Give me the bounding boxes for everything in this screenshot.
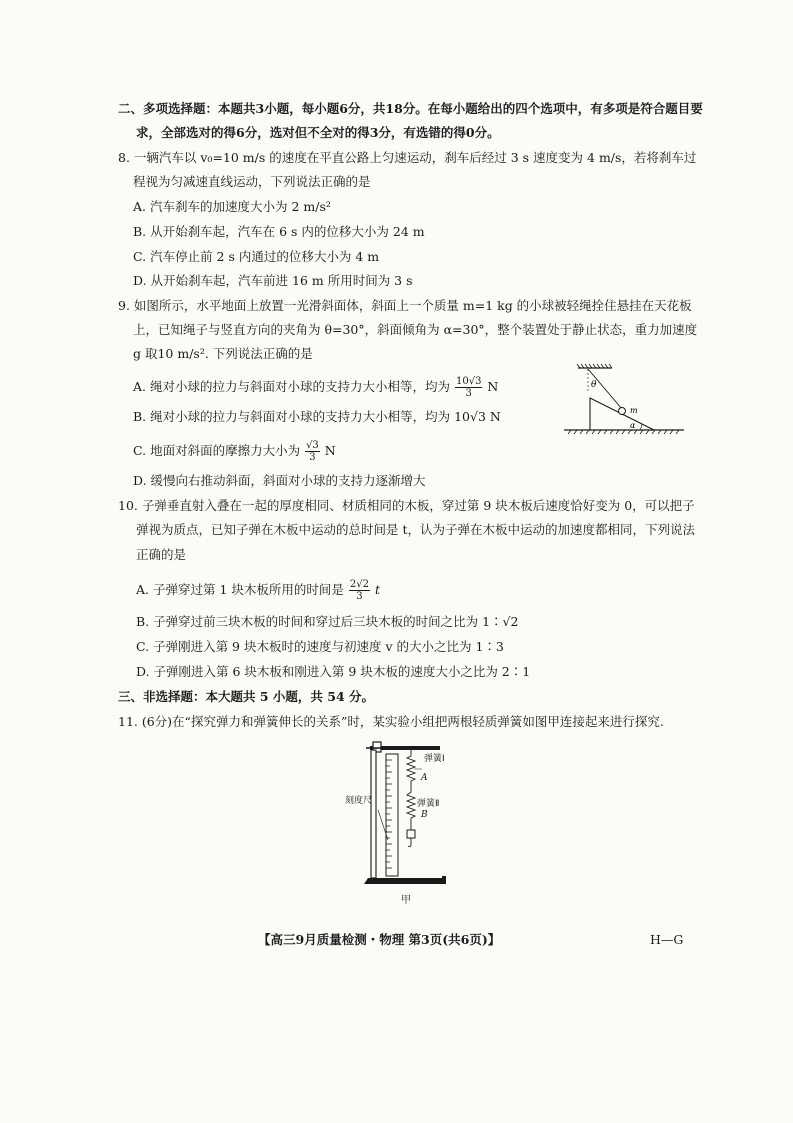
spring-2-label: 弹簧Ⅱ (417, 799, 440, 809)
question-11-stem: 11. (6分)在“探究弹力和弹簧伸长的关系”时，某实验小组把两根轻质弹簧如图甲连接起来进行探究. (118, 714, 664, 729)
question-9-stem-line-3: g 取10 m/s². 下列说法正确的是 (133, 346, 313, 361)
ceiling-hatch (577, 364, 612, 368)
fraction-denominator: 3 (465, 388, 472, 399)
spring-2 (407, 784, 415, 822)
question-8-option-b: B. 从开始刹车起，汽车在 6 s 内的位移大小为 24 m (133, 224, 425, 239)
fraction-denominator: 3 (309, 452, 316, 463)
question-8-option-a: A. 汽车刹车的加速度大小为 2 m/s² (133, 199, 331, 214)
question-10-option-a (136, 579, 380, 602)
question-10-option-d: D. 子弹刚进入第 6 块木板和刚进入第 9 块木板的速度大小之比为 2∶1 (136, 664, 531, 679)
question-9-stem-line-1: 9. 如图所示，水平地面上放置一光滑斜面体，斜面上一个质量 m=1 kg 的小球被轻绳拴住悬挂在天花板 (118, 298, 692, 313)
option-a-suffix: t (374, 582, 380, 597)
question-9-option-c (133, 440, 336, 463)
question-9-incline-figure (560, 362, 690, 438)
stand-pole (371, 750, 376, 878)
point-a-label: A (421, 773, 428, 783)
section-2-heading-line-1: 二、多项选择题：本题共3小题，每小题6分，共18分。在每小题给出的四个选项中，有多项是符合题目要 (118, 101, 703, 116)
question-9-option-d: D. 缓慢向右推动斜面，斜面对小球的支持力逐渐增大 (133, 473, 426, 488)
option-c-unit: N (324, 443, 336, 458)
theta-label: θ (591, 380, 597, 390)
question-10-option-c: C. 子弹刚进入第 9 块木板时的速度与初速度 v 的大小之比为 1∶3 (136, 639, 504, 654)
ruler-label: 刻度尺 (345, 796, 373, 806)
spring-1-label: 弹簧Ⅰ (424, 754, 445, 764)
ground-hatch (564, 430, 684, 434)
section-3-heading: 三、非选择题：本大题共 5 小题，共 54 分。 (118, 689, 375, 704)
question-10-stem-line-3: 正确的是 (136, 547, 187, 562)
option-c-text: C. 地面对斜面的摩擦力大小为 (133, 443, 301, 458)
page-code: H—G (650, 932, 684, 947)
base-foot (442, 876, 446, 884)
hanging-weight (407, 830, 415, 838)
fraction-denominator: 3 (356, 591, 363, 602)
fraction-numerator: 2√2 (349, 579, 369, 590)
ruler (386, 754, 398, 876)
option-a-text: A. 子弹穿过第 1 块木板所用的时间是 (136, 582, 344, 597)
question-8-stem-line-1: 8. 一辆汽车以 v₀=10 m/s 的速度在平直公路上匀速运动，刹车后经过 3 s 速度变为 4 m/s，若将刹车过 (118, 150, 697, 165)
question-10-stem-line-1: 10. 子弹垂直射入叠在一起的厚度相同、材质相同的木板，穿过第 9 块木板后速度恰好变为 0，可以把子 (118, 498, 695, 513)
question-10-stem-line-2: 弹视为质点，已知子弹在木板中运动的总时间是 t，认为子弹在木板中运动的加速度都相同，下列说法 (136, 522, 695, 537)
question-10-option-b: B. 子弹穿过前三块木板的时间和穿过后三块木板的时间之比为 1∶√2 (136, 614, 519, 629)
page-footer: 【高三9月质量检测・物理 第3页(共6页)】 (258, 932, 501, 947)
section-2-heading-line-2: 求，全部选对的得6分，选对但不全对的得3分，有选错的得0分。 (136, 125, 500, 140)
point-b-label: B (421, 810, 428, 820)
option-a-fraction (349, 579, 370, 602)
option-a-text: A. 绳对小球的拉力与斜面对小球的支持力大小相等，均为 (133, 379, 450, 394)
question-9-option-b: B. 绳对小球的拉力与斜面对小球的支持力大小相等，均为 10√3 N (133, 409, 501, 424)
question-8-option-d: D. 从开始刹车起，汽车前进 16 m 所用时间为 3 s (133, 273, 413, 288)
stand-base (364, 878, 446, 884)
ball (619, 408, 626, 415)
alpha-arc (640, 424, 642, 430)
spring-1 (407, 750, 415, 784)
option-c-fraction (305, 440, 320, 463)
option-a-unit: N (487, 379, 499, 394)
fraction-numerator: √3 (306, 440, 319, 451)
option-a-fraction (455, 376, 482, 399)
question-9-option-a (133, 376, 498, 399)
alpha-label: α (630, 421, 636, 430)
mass-label: m (630, 406, 638, 415)
question-8-stem-line-2: 程视为匀减速直线运动，下列说法正确的是 (133, 174, 371, 189)
question-8-option-c: C. 汽车停止前 2 s 内通过的位移大小为 4 m (133, 249, 380, 264)
weight-hook-bottom (408, 838, 411, 847)
question-9-stem-line-2: 上，已知绳子与竖直方向的夹角为 θ=30°，斜面倾角为 α=30°，整个装置处于静止状态，重力加速度 (133, 322, 698, 337)
figure-caption: 甲 (401, 895, 411, 906)
fraction-numerator: 10√3 (455, 376, 482, 387)
